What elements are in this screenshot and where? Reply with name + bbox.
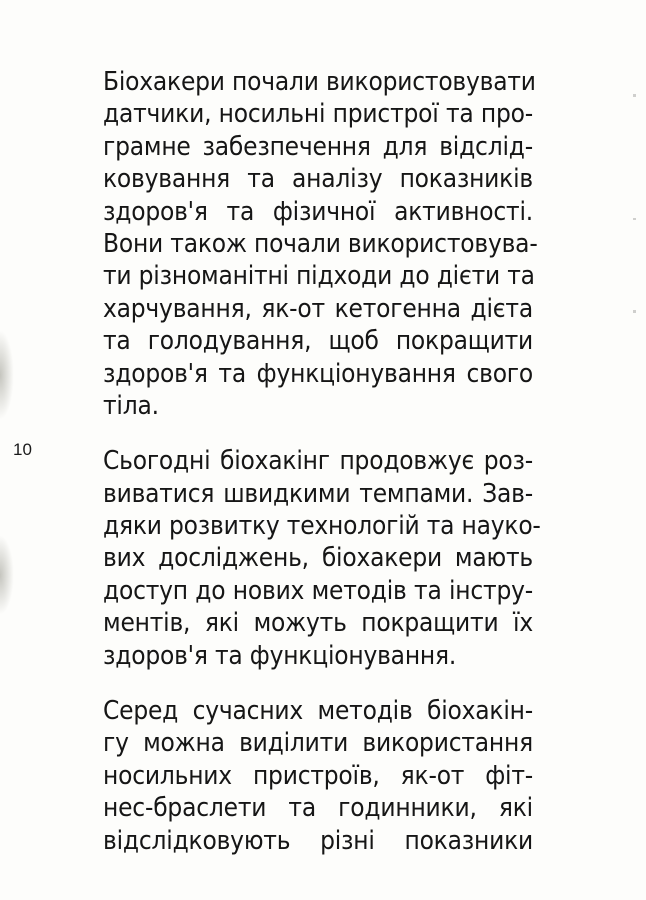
text-line: виватися швидкими темпами. Зав- <box>103 478 533 509</box>
scan-edge-shadow <box>0 330 14 420</box>
text-line: ковування та аналізу показників <box>103 164 533 195</box>
body-text <box>103 66 541 880</box>
paragraph <box>103 445 541 672</box>
text-line: Вони також почали використовува- <box>103 228 538 259</box>
text-line: ментів, які можуть покращити їх <box>103 608 533 639</box>
paragraph <box>103 66 538 422</box>
text-line: та голодування, щоб покращити <box>103 326 533 357</box>
text-line: датчики, носильні пристрої та про- <box>103 99 533 130</box>
text-line: Серед сучасних методів біохакін- <box>103 696 533 727</box>
text-line: дяки розвитку технологій та науко- <box>103 511 541 542</box>
text-line: відслідковують різні показники <box>103 825 533 856</box>
text-line: нес-браслети та годинники, які <box>103 793 533 824</box>
scan-edge-shadow <box>0 535 14 615</box>
scan-speck <box>633 310 636 313</box>
text-line: харчування, як-от кетогенна дієта <box>103 293 533 324</box>
text-line: доступ до нових методів та інстру- <box>103 575 533 606</box>
text-line: Біохакери почали використовувати <box>103 67 536 97</box>
paragraph <box>103 695 533 857</box>
text-line: здоров'я та фізичної активності. <box>103 196 533 227</box>
scan-speck <box>633 94 636 97</box>
text-line: тіла. <box>103 390 159 421</box>
text-line: Сьогодні біохакінг продовжує роз- <box>103 446 533 477</box>
text-line: гу можна виділити використання <box>103 728 533 759</box>
text-line: здоров'я та функціонування свого <box>103 358 533 389</box>
page-number: 10 <box>13 440 32 459</box>
text-line: вих досліджень, біохакери мають <box>103 543 533 574</box>
text-line: носильних пристроїв, як-от фіт- <box>103 760 533 791</box>
text-line: грамне забезпечення для відслід- <box>103 131 533 162</box>
scan-speck <box>633 218 636 220</box>
text-line: здоров'я та функціонування. <box>103 640 457 671</box>
text-line: ти різноманітні підходи до дієти та <box>103 261 535 292</box>
